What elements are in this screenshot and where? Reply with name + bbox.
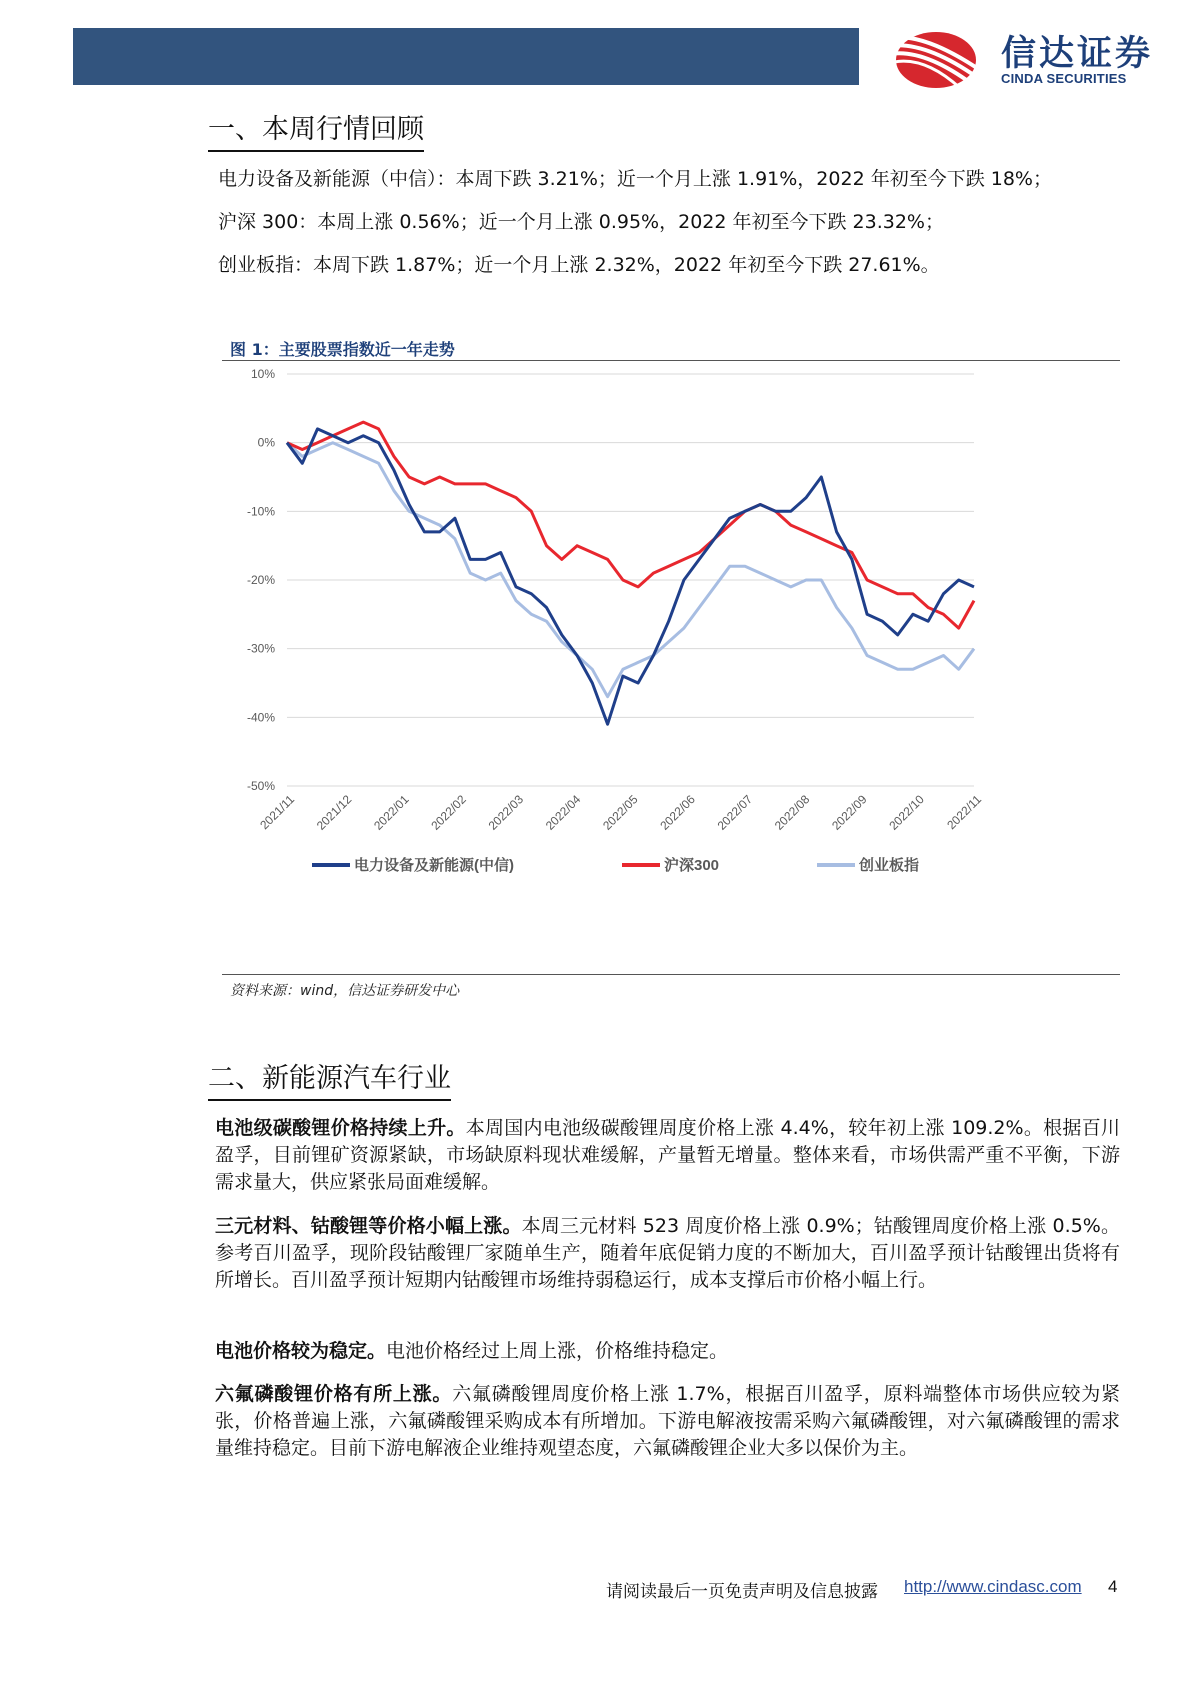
legend-label: 创业板指 xyxy=(859,857,920,874)
x-tick-label: 2021/12 xyxy=(313,792,355,833)
market-stat-line: 电力设备及新能源（中信）：本周下跌 3.21%；近一个月上涨 1.91%，2022 年初至今下跌 18%； xyxy=(218,168,1052,190)
x-tick-label: 2021/11 xyxy=(257,792,298,833)
x-tick-label: 2022/10 xyxy=(886,792,927,833)
series-line xyxy=(287,422,974,628)
market-stat-line: 创业板指：本周下跌 1.87%；近一个月上涨 2.32%，2022 年初至今下跌 27.61%。 xyxy=(218,254,940,276)
figure-source: 资料来源：wind，信达证券研发中心 xyxy=(230,983,460,999)
disclaimer-note: 请阅读最后一页免责声明及信息披露 xyxy=(606,1582,878,1602)
x-tick-label: 2022/08 xyxy=(771,792,813,833)
y-tick-label: -20% xyxy=(246,573,275,587)
figure-title: 图 1：主要股票指数近一年走势 xyxy=(230,340,455,359)
paragraph-heading: 电池级碳酸锂价格持续上升。 xyxy=(215,1117,466,1139)
index-trend-chart xyxy=(222,362,1120,962)
x-tick-label: 2022/04 xyxy=(542,792,584,833)
paragraph-heading: 六氟磷酸锂价格有所上涨。 xyxy=(215,1383,453,1405)
paragraph-body: 本周国内电池级碳酸锂周度价格上涨 4.4%，较年初上涨 109.2%。根据百川盈孚，目前锂矿资源紧缺，市场缺原料现状难缓解，产量暂无增量。整体来看，市场供需严重不平衡，下游需求量大，供应紧张局面难缓解。 xyxy=(215,1117,1120,1193)
legend-label: 沪深300 xyxy=(664,857,720,874)
figure-top-rule xyxy=(222,360,1120,361)
x-tick-label: 2022/01 xyxy=(371,792,412,833)
header-bar xyxy=(73,28,859,85)
page-number: 4 xyxy=(1108,1577,1118,1596)
x-tick-label: 2022/06 xyxy=(657,792,698,833)
x-tick-label: 2022/03 xyxy=(485,792,527,833)
x-tick-label: 2022/05 xyxy=(600,792,641,833)
y-tick-label: 0% xyxy=(257,435,275,450)
section-title-nev-industry: 二、新能源汽车行业 xyxy=(208,1061,451,1101)
logo-emblem-icon xyxy=(884,26,984,90)
paragraph-lipf6 xyxy=(215,1381,1120,1462)
paragraph-battery-price xyxy=(215,1338,1120,1365)
logo-text-cn: 信达证券 xyxy=(1001,34,1154,74)
logo-text-en: CINDA SECURITIES xyxy=(1001,71,1127,86)
y-tick-label: -50% xyxy=(246,779,275,793)
paragraph-ternary-materials xyxy=(215,1213,1120,1294)
paragraph-heading: 电池价格较为稳定。 xyxy=(215,1340,387,1362)
series-line xyxy=(287,429,974,724)
paragraph-heading: 三元材料、钴酸锂等价格小幅上涨。 xyxy=(215,1215,522,1237)
x-tick-label: 2022/11 xyxy=(944,792,985,833)
figure-bottom-rule xyxy=(222,974,1120,975)
x-tick-label: 2022/07 xyxy=(714,792,756,833)
paragraph-body: 本周三元材料 523 周度价格上涨 0.9%；钴酸锂周度价格上涨 0.5%。参考百川盈孚，现阶段钴酸锂厂家随单生产，随着年底促销力度的不断加大，百川盈孚预计钴酸锂出货将有所增长。百川盈孚预计短期内钴酸锂市场维持弱稳运行，成本支撑后市价格小幅上行。 xyxy=(215,1215,1120,1291)
y-tick-label: -10% xyxy=(246,504,275,519)
y-tick-label: 10% xyxy=(250,367,275,381)
market-stat-line: 沪深 300：本周上涨 0.56%；近一个月上涨 0.95%，2022 年初至今下跌 23.32%； xyxy=(218,211,944,233)
legend-label: 电力设备及新能源(中信) xyxy=(354,857,514,874)
company-logo xyxy=(884,26,1174,90)
y-tick-label: -30% xyxy=(246,641,275,656)
section-title-market-review: 一、本周行情回顾 xyxy=(208,112,424,152)
series-line xyxy=(287,443,974,697)
paragraph-body: 六氟磷酸锂周度价格上涨 1.7%，根据百川盈孚，原料端整体市场供应较为紧张，价格普遍上涨，六氟磷酸锂采购成本有所增加。下游电解液按需采购六氟磷酸锂，对六氟磷酸锂的需求量维持稳定。目前下游电解液企业维持观望态度，六氟磷酸锂企业大多以保价为主。 xyxy=(215,1383,1120,1459)
x-tick-label: 2022/02 xyxy=(428,792,469,833)
x-tick-label: 2022/09 xyxy=(829,792,870,833)
paragraph-body: 电池价格经过上周上涨，价格维持稳定。 xyxy=(386,1340,729,1362)
paragraph-lithium-carbonate xyxy=(215,1115,1120,1196)
y-tick-label: -40% xyxy=(246,710,275,725)
website-link[interactable]: http://www.cindasc.com xyxy=(904,1577,1082,1596)
